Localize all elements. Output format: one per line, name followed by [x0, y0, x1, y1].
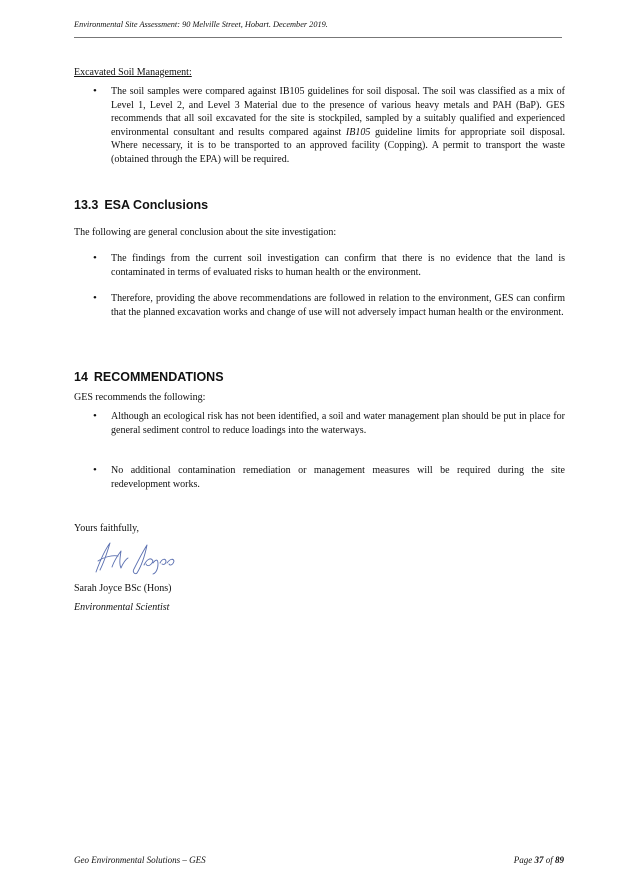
signatory-name: Sarah Joyce BSc (Hons) — [74, 583, 172, 594]
bullet-text-part: guideline limits for appropriate soil disposal. Where necessary, it is to be transported to an approved facility (Copping). A permit to transport the waste (obtained through the EPA) will be required. — [111, 126, 565, 165]
section-13-3-intro: The following are general conclusion about the site investigation: — [74, 227, 337, 238]
footer-company: Geo Environmental Solutions – GES — [74, 855, 206, 865]
bullet-icon: • — [93, 292, 97, 304]
recommendation-bullet: Although an ecological risk has not been identified, a soil and water management plan should be put in place for general sediment control to reduce loadings into the waterways. — [111, 411, 565, 436]
page-current: 37 — [534, 855, 544, 865]
signatory-role: Environmental Scientist — [74, 602, 170, 613]
page-prefix: Page — [513, 855, 535, 865]
signature — [90, 539, 180, 575]
bullet-icon: • — [93, 252, 97, 264]
section-title: RECOMMENDATIONS — [93, 370, 224, 384]
section-14-intro: GES recommends the following: — [74, 392, 206, 403]
signature-icon — [90, 539, 180, 575]
guideline-reference: IB105 — [345, 126, 371, 138]
soil-management-heading: Excavated Soil Management: — [74, 67, 192, 78]
bullet-icon: • — [93, 85, 97, 97]
header-rule — [74, 37, 562, 38]
soil-management-bullet — [111, 85, 565, 166]
bullet-text-part: The soil samples were compared against IB105 guidelines for soil disposal. The soil was classified as a mix of Level 1, Level 2, and Level 3 Material due to the presence of various heavy metals and PAH (BaP). GES recommends that all soil excavated for the site is stockpiled, sampled by a suitably qualified and experienced environmental consultant and results compared against — [111, 86, 565, 138]
section-14-heading — [74, 370, 224, 384]
conclusion-bullet: The findings from the current soil investigation can confirm that there is no evidence that the land is contaminated in terms of evaluated risks to human health or the environment. — [111, 253, 565, 278]
section-number: 13.3 — [74, 198, 99, 212]
running-header: Environmental Site Assessment: 90 Melville Street, Hobart. December 2019. — [74, 20, 328, 29]
section-13-3-heading — [74, 198, 208, 212]
bullet-icon: • — [93, 410, 97, 422]
conclusion-bullet: Therefore, providing the above recommendations are followed in relation to the environment, GES can confirm that the planned excavation works and change of use will not adversely impact human health or the environment. — [111, 293, 565, 318]
recommendation-bullet: No additional contamination remediation or management measures will be required during the site redevelopment works. — [111, 465, 565, 490]
section-number: 14 — [74, 370, 88, 384]
section-title: ESA Conclusions — [104, 198, 209, 212]
bullet-icon: • — [93, 464, 97, 476]
page-sep: of — [543, 855, 555, 865]
page-total: 89 — [555, 855, 564, 865]
salutation: Yours faithfully, — [74, 523, 140, 534]
page-number — [514, 855, 564, 865]
